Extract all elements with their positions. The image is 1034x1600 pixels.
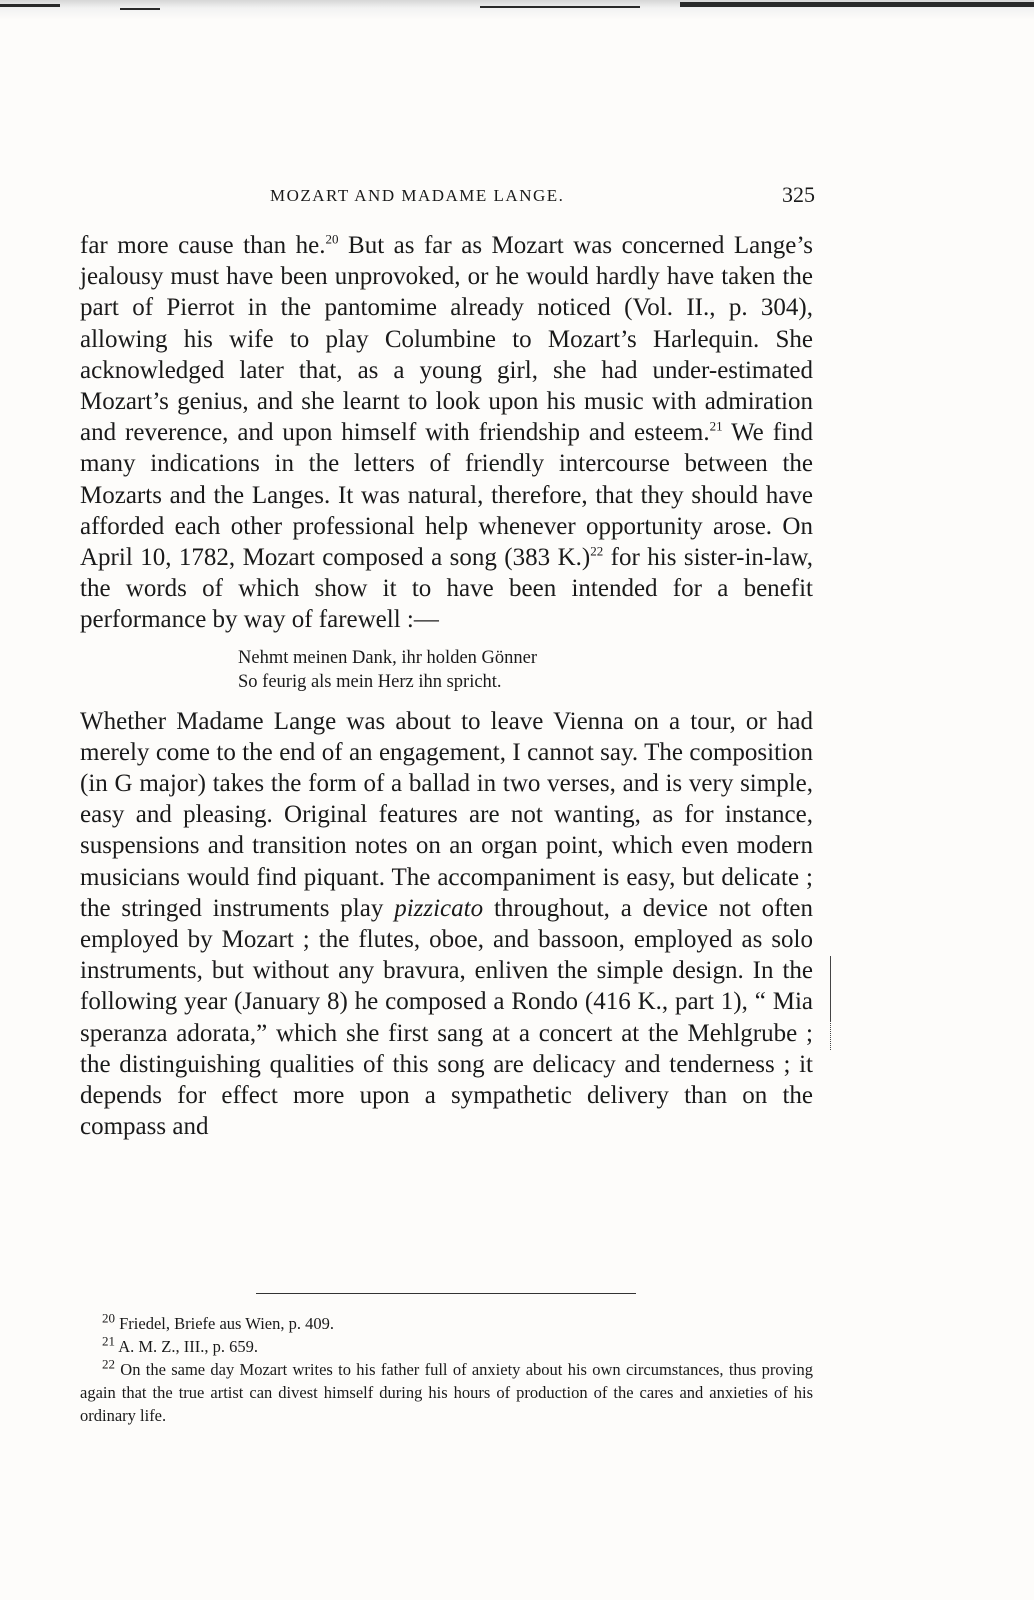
paragraph-2 bbox=[80, 706, 813, 1143]
verse-quote bbox=[80, 646, 813, 694]
page-header bbox=[80, 182, 815, 212]
margin-mark bbox=[830, 956, 831, 1022]
footnote-text: A. M. Z., III., p. 659. bbox=[115, 1337, 258, 1356]
text-run: for his sister-in-law, the words of which show it to have been intended for a benefit performance by way of farewell :— bbox=[80, 544, 813, 634]
scan-top-edge bbox=[0, 0, 1034, 22]
footnote-text: On the same day Mozart writes to his father full of anxiety about his own circumstances, thus proving again that the true artist can divest himself during his hours of production of the cares and anxieties of his ordinary life. bbox=[80, 1360, 813, 1425]
footnote-rule bbox=[256, 1293, 636, 1294]
footnote bbox=[80, 1312, 813, 1335]
footnote-text: Friedel, Briefe aus Wien, p. 409. bbox=[115, 1314, 334, 1333]
main-text bbox=[80, 230, 813, 1142]
text-run: But as far as Mozart was concerned Lange’s jealousy must have been unprovoked, or he would hardly have taken the part of Pierrot in the pantomime already noticed (Vol. II., p. 304), allowing his wife to play Columbine to Mozart’s Harlequin. She acknowledged later that, as a young girl, she had under-estimated Mozart’s genius, and she learnt to look upon his music with admiration and reverence, and upon himself with friendship and esteem. bbox=[80, 232, 813, 447]
text-run: Whether Madame Lange was about to leave Vienna on a tour, or had merely come to the end of an engagement, I cannot say. The composition (in G major) takes the form of a ballad in two verses, and is very simple, easy and pleasing. Original features are not wanting, as for instance, suspensions and transition notes on an organ point, which even modern musicians would find piquant. The accompaniment is easy, but delicate ; the stringed instruments play bbox=[80, 707, 813, 922]
footnote-ref: 22 bbox=[590, 543, 604, 559]
scan-streak bbox=[480, 6, 640, 8]
running-title: MOZART AND MADAME LANGE. bbox=[270, 186, 565, 205]
paragraph-1 bbox=[80, 230, 813, 636]
text-run: throughout, a device not often employed by Mozart ; the flutes, oboe, and bassoon, employed as solo instruments, but without any bravura, enliven the simple design. In the following year (January 8) he composed a Rondo (416 K., part 1), “ Mia speranza adorata,” which she first sang at a concert at the Mehlgrube ; the distinguishing qualities of this song are delicacy and tenderness ; it depends for effect more upon a sympathetic delivery than on the compass and bbox=[80, 894, 813, 1141]
footnote-number: 22 bbox=[102, 1356, 115, 1372]
footnote-ref: 20 bbox=[325, 231, 339, 247]
page-number: 325 bbox=[782, 182, 815, 207]
footnotes bbox=[80, 1312, 813, 1427]
verse-line: So feurig als mein Herz ihn spricht. bbox=[238, 671, 502, 692]
footnote bbox=[80, 1335, 813, 1358]
italic-term: pizzicato bbox=[394, 894, 484, 922]
text-run: We find many indications in the letters of friendly intercourse between the Mozarts and the Langes. It was natural, therefore, that they should have afforded each other professional help whenever opportunity arose. On April 10, 1782, Mozart composed a song (383 K.) bbox=[80, 419, 813, 572]
verse-line: Nehmt meinen Dank, ihr holden Gönner bbox=[238, 647, 538, 668]
footnote bbox=[80, 1358, 813, 1427]
scan-streak bbox=[0, 4, 60, 7]
margin-mark bbox=[830, 1020, 831, 1050]
text-run: far more cause than he. bbox=[80, 232, 326, 259]
footnote-number: 20 bbox=[102, 1310, 115, 1326]
footnote-number: 21 bbox=[102, 1333, 115, 1349]
scan-streak bbox=[120, 8, 160, 10]
footnote-ref: 21 bbox=[709, 418, 723, 434]
scan-streak bbox=[680, 2, 1034, 7]
